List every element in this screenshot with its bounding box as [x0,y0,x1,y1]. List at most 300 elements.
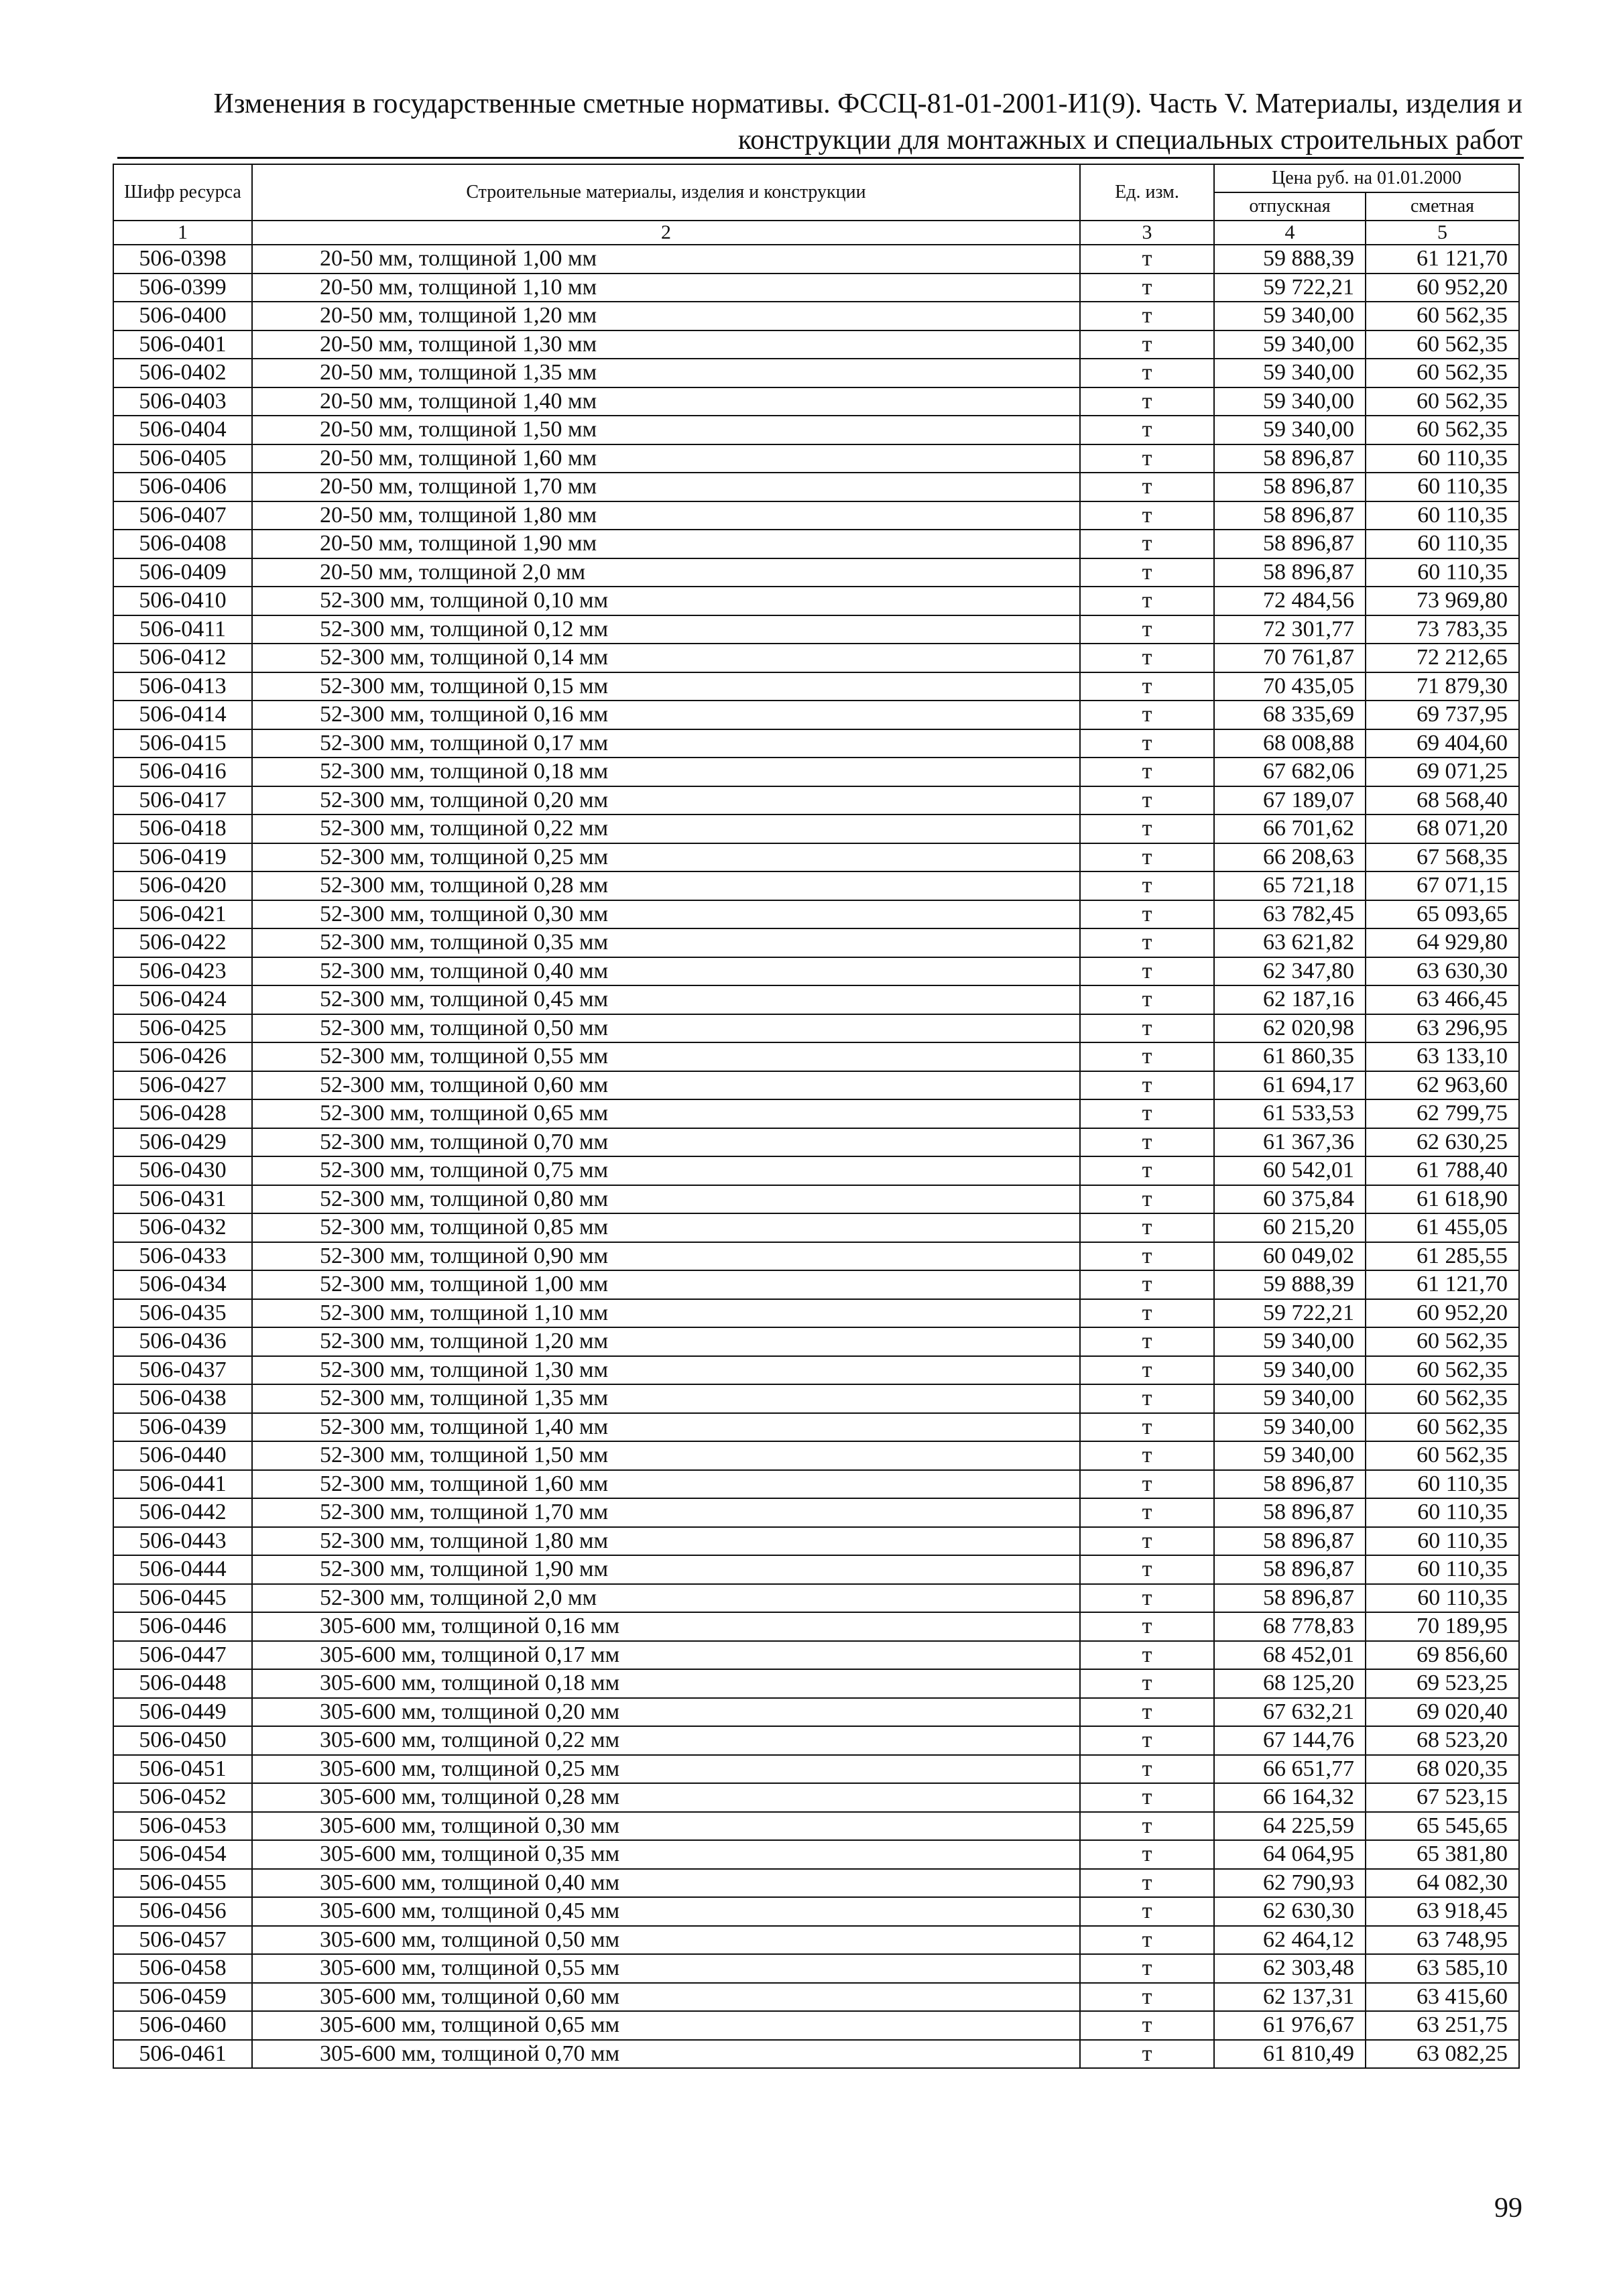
estimate-price: 63 133,10 [1366,1042,1519,1071]
table-row [113,1299,1519,1328]
release-price: 58 896,87 [1214,1498,1366,1527]
page-header [114,86,1522,158]
unit-of-measure: т [1080,1983,1214,2012]
release-price: 60 375,84 [1214,1185,1366,1214]
table-row [113,1270,1519,1299]
material-name: 305-600 мм, толщиной 0,70 мм [252,2040,1080,2069]
estimate-price: 68 568,40 [1366,786,1519,815]
resource-code: 506-0454 [113,1840,252,1869]
release-price: 59 340,00 [1214,387,1366,416]
estimate-price: 60 110,35 [1366,1470,1519,1499]
table-row [113,530,1519,558]
release-price: 67 144,76 [1214,1726,1366,1755]
table-row [113,501,1519,530]
estimate-price: 61 121,70 [1366,1270,1519,1299]
header-divider [117,157,1524,159]
estimate-price: 60 562,35 [1366,387,1519,416]
resource-code: 506-0444 [113,1555,252,1584]
resource-code: 506-0399 [113,274,252,302]
estimate-price: 71 879,30 [1366,672,1519,701]
estimate-price: 70 189,95 [1366,1612,1519,1641]
resource-code: 506-0451 [113,1755,252,1784]
resource-code: 506-0433 [113,1242,252,1271]
release-price: 59 722,21 [1214,274,1366,302]
estimate-price: 61 455,05 [1366,1213,1519,1242]
material-name: 52-300 мм, толщиной 0,20 мм [252,786,1080,815]
table-row [113,814,1519,843]
unit-of-measure: т [1080,1156,1214,1185]
material-name: 52-300 мм, толщиной 0,14 мм [252,644,1080,672]
resource-code: 506-0424 [113,985,252,1014]
table-row [113,1156,1519,1185]
release-price: 59 340,00 [1214,416,1366,444]
release-price: 58 896,87 [1214,530,1366,558]
unit-of-measure: т [1080,1527,1214,1556]
table-row [113,330,1519,359]
unit-of-measure: т [1080,1612,1214,1641]
material-name: 52-300 мм, толщиной 0,55 мм [252,1042,1080,1071]
unit-of-measure: т [1080,758,1214,786]
column-number: 4 [1214,221,1366,245]
resource-code: 506-0457 [113,1926,252,1955]
resource-code: 506-0412 [113,644,252,672]
resource-code: 506-0438 [113,1384,252,1413]
unit-of-measure: т [1080,957,1214,986]
release-price: 70 435,05 [1214,672,1366,701]
release-price: 70 761,87 [1214,644,1366,672]
material-name: 20-50 мм, толщиной 1,00 мм [252,245,1080,274]
release-price: 62 464,12 [1214,1926,1366,1955]
unit-of-measure: т [1080,387,1214,416]
column-number-row [113,221,1519,245]
page-number: 99 [1494,2193,1522,2224]
estimate-price: 60 562,35 [1366,302,1519,330]
resource-code: 506-0449 [113,1698,252,1727]
table-row [113,245,1519,274]
material-name: 20-50 мм, толщиной 1,60 мм [252,444,1080,473]
estimate-price: 65 545,65 [1366,1812,1519,1841]
estimate-price: 60 562,35 [1366,1356,1519,1385]
unit-of-measure: т [1080,1584,1214,1613]
unit-of-measure: т [1080,1413,1214,1442]
table-row [113,672,1519,701]
release-price: 61 533,53 [1214,1099,1366,1128]
resource-code: 506-0422 [113,928,252,957]
resource-code: 506-0442 [113,1498,252,1527]
estimate-price: 60 562,35 [1366,1413,1519,1442]
release-price: 68 778,83 [1214,1612,1366,1641]
table-row [113,387,1519,416]
resource-code: 506-0431 [113,1185,252,1214]
estimate-price: 64 082,30 [1366,1869,1519,1898]
release-price: 59 340,00 [1214,1384,1366,1413]
resource-code: 506-0419 [113,843,252,872]
page-header-line-2: конструкции для монтажных и специальных строительных работ [737,125,1522,156]
table-row [113,359,1519,387]
release-price: 60 049,02 [1214,1242,1366,1271]
material-name: 305-600 мм, толщиной 0,17 мм [252,1641,1080,1670]
table-row [113,843,1519,872]
material-name: 20-50 мм, толщиной 1,70 мм [252,473,1080,501]
material-name: 52-300 мм, толщиной 0,22 мм [252,814,1080,843]
estimate-price: 69 071,25 [1366,758,1519,786]
resource-code: 506-0452 [113,1783,252,1812]
table-row [113,274,1519,302]
table-row [113,1698,1519,1727]
table-row [113,871,1519,900]
material-name: 52-300 мм, толщиной 1,30 мм [252,1356,1080,1385]
table-row [113,985,1519,1014]
release-price: 59 340,00 [1214,302,1366,330]
table-row [113,2040,1519,2069]
resource-code: 506-0411 [113,615,252,644]
material-name: 52-300 мм, толщиной 0,75 мм [252,1156,1080,1185]
release-price: 59 888,39 [1214,245,1366,274]
table-row [113,1726,1519,1755]
resource-code: 506-0417 [113,786,252,815]
resource-code: 506-0416 [113,758,252,786]
unit-of-measure: т [1080,2040,1214,2069]
unit-of-measure: т [1080,330,1214,359]
unit-of-measure: т [1080,729,1214,758]
resource-code: 506-0406 [113,473,252,501]
resource-code: 506-0434 [113,1270,252,1299]
unit-of-measure: т [1080,501,1214,530]
material-name: 52-300 мм, толщиной 1,90 мм [252,1555,1080,1584]
estimate-price: 69 523,25 [1366,1669,1519,1698]
resource-code: 506-0436 [113,1327,252,1356]
material-name: 52-300 мм, толщиной 2,0 мм [252,1584,1080,1613]
material-name: 20-50 мм, толщиной 1,90 мм [252,530,1080,558]
table-row [113,1470,1519,1499]
resource-code: 506-0448 [113,1669,252,1698]
resource-code: 506-0432 [113,1213,252,1242]
estimate-price: 63 918,45 [1366,1897,1519,1926]
estimate-price: 67 523,15 [1366,1783,1519,1812]
estimate-price: 60 562,35 [1366,1327,1519,1356]
release-price: 62 630,30 [1214,1897,1366,1926]
resource-code: 506-0456 [113,1897,252,1926]
estimate-price: 60 110,35 [1366,1555,1519,1584]
unit-of-measure: т [1080,558,1214,587]
release-price: 59 888,39 [1214,1270,1366,1299]
unit-of-measure: т [1080,1755,1214,1784]
unit-of-measure: т [1080,1954,1214,1983]
estimate-price: 60 562,35 [1366,359,1519,387]
release-price: 59 340,00 [1214,1356,1366,1385]
material-name: 305-600 мм, толщиной 0,65 мм [252,2011,1080,2040]
estimate-price: 61 618,90 [1366,1185,1519,1214]
table-body [113,245,1519,2068]
column-number: 1 [113,221,252,245]
table-row [113,644,1519,672]
table-row [113,1356,1519,1385]
material-name: 52-300 мм, толщиной 1,35 мм [252,1384,1080,1413]
release-price: 64 064,95 [1214,1840,1366,1869]
table-row [113,1213,1519,1242]
release-price: 58 896,87 [1214,1584,1366,1613]
material-name: 52-300 мм, толщиной 0,30 мм [252,900,1080,929]
release-price: 62 187,16 [1214,985,1366,1014]
resource-code: 506-0420 [113,871,252,900]
material-name: 20-50 мм, толщиной 1,10 мм [252,274,1080,302]
material-name: 20-50 мм, толщиной 1,40 мм [252,387,1080,416]
resource-code: 506-0428 [113,1099,252,1128]
release-price: 62 020,98 [1214,1014,1366,1043]
unit-of-measure: т [1080,1014,1214,1043]
release-price: 61 860,35 [1214,1042,1366,1071]
resource-code: 506-0446 [113,1612,252,1641]
table-row [113,587,1519,615]
release-price: 59 340,00 [1214,359,1366,387]
release-price: 63 621,82 [1214,928,1366,957]
resource-code: 506-0460 [113,2011,252,2040]
table-row [113,1954,1519,1983]
material-name: 305-600 мм, толщиной 0,22 мм [252,1726,1080,1755]
unit-of-measure: т [1080,1356,1214,1385]
resource-code: 506-0425 [113,1014,252,1043]
header-price-group: Цена руб. на 01.01.2000 [1214,164,1519,192]
resource-code: 506-0404 [113,416,252,444]
material-name: 305-600 мм, толщиной 0,50 мм [252,1926,1080,1955]
material-name: 20-50 мм, толщиной 1,30 мм [252,330,1080,359]
release-price: 66 208,63 [1214,843,1366,872]
table-row [113,928,1519,957]
material-name: 305-600 мм, толщиной 0,30 мм [252,1812,1080,1841]
unit-of-measure: т [1080,1042,1214,1071]
table-row [113,1755,1519,1784]
unit-of-measure: т [1080,1270,1214,1299]
estimate-price: 60 952,20 [1366,1299,1519,1328]
header-price-estimate: сметная [1366,192,1519,221]
material-name: 52-300 мм, толщиной 0,50 мм [252,1014,1080,1043]
material-name: 305-600 мм, толщиной 0,35 мм [252,1840,1080,1869]
material-name: 20-50 мм, толщиной 1,20 мм [252,302,1080,330]
material-name: 305-600 мм, толщиной 0,18 мм [252,1669,1080,1698]
estimate-price: 67 071,15 [1366,871,1519,900]
resource-code: 506-0410 [113,587,252,615]
table-row [113,1555,1519,1584]
estimate-price: 69 020,40 [1366,1698,1519,1727]
unit-of-measure: т [1080,1470,1214,1499]
unit-of-measure: т [1080,1897,1214,1926]
unit-of-measure: т [1080,701,1214,729]
table-row [113,1669,1519,1698]
estimate-price: 63 748,95 [1366,1926,1519,1955]
release-price: 59 340,00 [1214,1327,1366,1356]
unit-of-measure: т [1080,274,1214,302]
table-row [113,1242,1519,1271]
unit-of-measure: т [1080,1128,1214,1157]
estimate-price: 62 630,25 [1366,1128,1519,1157]
unit-of-measure: т [1080,1669,1214,1698]
release-price: 59 340,00 [1214,1413,1366,1442]
unit-of-measure: т [1080,1783,1214,1812]
table-row [113,1840,1519,1869]
material-name: 20-50 мм, толщиной 1,50 мм [252,416,1080,444]
unit-of-measure: т [1080,814,1214,843]
table-row [113,1327,1519,1356]
material-name: 52-300 мм, толщиной 0,12 мм [252,615,1080,644]
unit-of-measure: т [1080,644,1214,672]
estimate-price: 61 121,70 [1366,245,1519,274]
estimate-price: 63 082,25 [1366,2040,1519,2069]
release-price: 62 790,93 [1214,1869,1366,1898]
estimate-price: 65 093,65 [1366,900,1519,929]
release-price: 61 367,36 [1214,1128,1366,1157]
material-name: 20-50 мм, толщиной 1,80 мм [252,501,1080,530]
material-name: 20-50 мм, толщиной 1,35 мм [252,359,1080,387]
estimate-price: 72 212,65 [1366,644,1519,672]
table-row [113,615,1519,644]
table-row [113,1783,1519,1812]
estimate-price: 68 071,20 [1366,814,1519,843]
unit-of-measure: т [1080,1213,1214,1242]
table-row [113,558,1519,587]
table-row [113,2011,1519,2040]
table-row [113,1812,1519,1841]
table-row [113,1869,1519,1898]
material-name: 52-300 мм, толщиной 0,70 мм [252,1128,1080,1157]
material-name: 305-600 мм, толщиной 0,25 мм [252,1755,1080,1784]
material-name: 52-300 мм, толщиной 0,45 мм [252,985,1080,1014]
release-price: 60 215,20 [1214,1213,1366,1242]
table-row [113,1384,1519,1413]
release-price: 59 722,21 [1214,1299,1366,1328]
unit-of-measure: т [1080,786,1214,815]
material-name: 52-300 мм, толщиной 0,25 мм [252,843,1080,872]
release-price: 59 340,00 [1214,330,1366,359]
unit-of-measure: т [1080,473,1214,501]
resource-code: 506-0443 [113,1527,252,1556]
table-row [113,1441,1519,1470]
unit-of-measure: т [1080,1299,1214,1328]
resource-code: 506-0415 [113,729,252,758]
estimate-price: 69 856,60 [1366,1641,1519,1670]
column-number: 2 [252,221,1080,245]
unit-of-measure: т [1080,1869,1214,1898]
estimate-price: 63 415,60 [1366,1983,1519,2012]
material-name: 305-600 мм, толщиной 0,16 мм [252,1612,1080,1641]
resource-code: 506-0421 [113,900,252,929]
resource-code: 506-0445 [113,1584,252,1613]
page-header-line-1: Изменения в государственные сметные нормативы. ФССЦ-81-01-2001-И1(9). Часть V. Материалы, изделия и [213,88,1522,119]
estimate-price: 62 799,75 [1366,1099,1519,1128]
unit-of-measure: т [1080,1498,1214,1527]
material-name: 305-600 мм, толщиной 0,28 мм [252,1783,1080,1812]
resource-code: 506-0423 [113,957,252,986]
release-price: 58 896,87 [1214,473,1366,501]
material-name: 52-300 мм, толщиной 0,35 мм [252,928,1080,957]
material-name: 52-300 мм, толщиной 0,28 мм [252,871,1080,900]
resource-code: 506-0429 [113,1128,252,1157]
header-unit: Ед. изм. [1080,164,1214,221]
unit-of-measure: т [1080,871,1214,900]
header-price-release: отпускная [1214,192,1366,221]
material-name: 52-300 мм, толщиной 0,80 мм [252,1185,1080,1214]
estimate-price: 60 562,35 [1366,1384,1519,1413]
table-row [113,1413,1519,1442]
unit-of-measure: т [1080,928,1214,957]
table-row [113,1014,1519,1043]
resource-code: 506-0402 [113,359,252,387]
release-price: 58 896,87 [1214,444,1366,473]
unit-of-measure: т [1080,1812,1214,1841]
unit-of-measure: т [1080,1698,1214,1727]
material-name: 52-300 мм, толщиной 1,10 мм [252,1299,1080,1328]
table-row [113,701,1519,729]
unit-of-measure: т [1080,444,1214,473]
estimate-price: 69 404,60 [1366,729,1519,758]
resource-code: 506-0455 [113,1869,252,1898]
estimate-price: 60 110,35 [1366,1584,1519,1613]
column-number: 3 [1080,221,1214,245]
unit-of-measure: т [1080,1726,1214,1755]
release-price: 61 976,67 [1214,2011,1366,2040]
estimate-price: 69 737,95 [1366,701,1519,729]
table-row [113,786,1519,815]
table-row [113,1612,1519,1641]
estimate-price: 65 381,80 [1366,1840,1519,1869]
table-row [113,1983,1519,2012]
material-name: 52-300 мм, толщиной 1,80 мм [252,1527,1080,1556]
table-row [113,1185,1519,1214]
table-row [113,1584,1519,1613]
resource-code: 506-0414 [113,701,252,729]
material-name: 52-300 мм, толщиной 1,20 мм [252,1327,1080,1356]
estimate-price: 60 110,35 [1366,501,1519,530]
unit-of-measure: т [1080,1926,1214,1955]
table-row [113,444,1519,473]
estimate-price: 63 466,45 [1366,985,1519,1014]
resource-code: 506-0398 [113,245,252,274]
header-name: Строительные материалы, изделия и конструкции [252,164,1080,221]
table-row [113,1498,1519,1527]
resource-code: 506-0405 [113,444,252,473]
estimate-price: 68 020,35 [1366,1755,1519,1784]
resource-code: 506-0459 [113,1983,252,2012]
estimate-price: 73 969,80 [1366,587,1519,615]
material-name: 52-300 мм, толщиной 0,16 мм [252,701,1080,729]
estimate-price: 60 952,20 [1366,274,1519,302]
unit-of-measure: т [1080,1185,1214,1214]
header-code: Шифр ресурса [113,164,252,221]
resource-code: 506-0426 [113,1042,252,1071]
estimate-price: 64 929,80 [1366,928,1519,957]
resource-code: 506-0407 [113,501,252,530]
resource-code: 506-0403 [113,387,252,416]
resource-code: 506-0401 [113,330,252,359]
estimate-price: 73 783,35 [1366,615,1519,644]
release-price: 67 632,21 [1214,1698,1366,1727]
release-price: 62 303,48 [1214,1954,1366,1983]
estimate-price: 63 251,75 [1366,2011,1519,2040]
table-row [113,473,1519,501]
estimate-price: 60 110,35 [1366,558,1519,587]
release-price: 72 484,56 [1214,587,1366,615]
release-price: 67 189,07 [1214,786,1366,815]
table-row [113,1128,1519,1157]
resource-code: 506-0440 [113,1441,252,1470]
material-name: 52-300 мм, толщиной 0,65 мм [252,1099,1080,1128]
table-row [113,1527,1519,1556]
unit-of-measure: т [1080,1071,1214,1100]
estimate-price: 61 788,40 [1366,1156,1519,1185]
material-name: 305-600 мм, толщиной 0,45 мм [252,1897,1080,1926]
estimate-price: 68 523,20 [1366,1726,1519,1755]
material-name: 52-300 мм, толщиной 0,90 мм [252,1242,1080,1271]
estimate-price: 60 562,35 [1366,1441,1519,1470]
